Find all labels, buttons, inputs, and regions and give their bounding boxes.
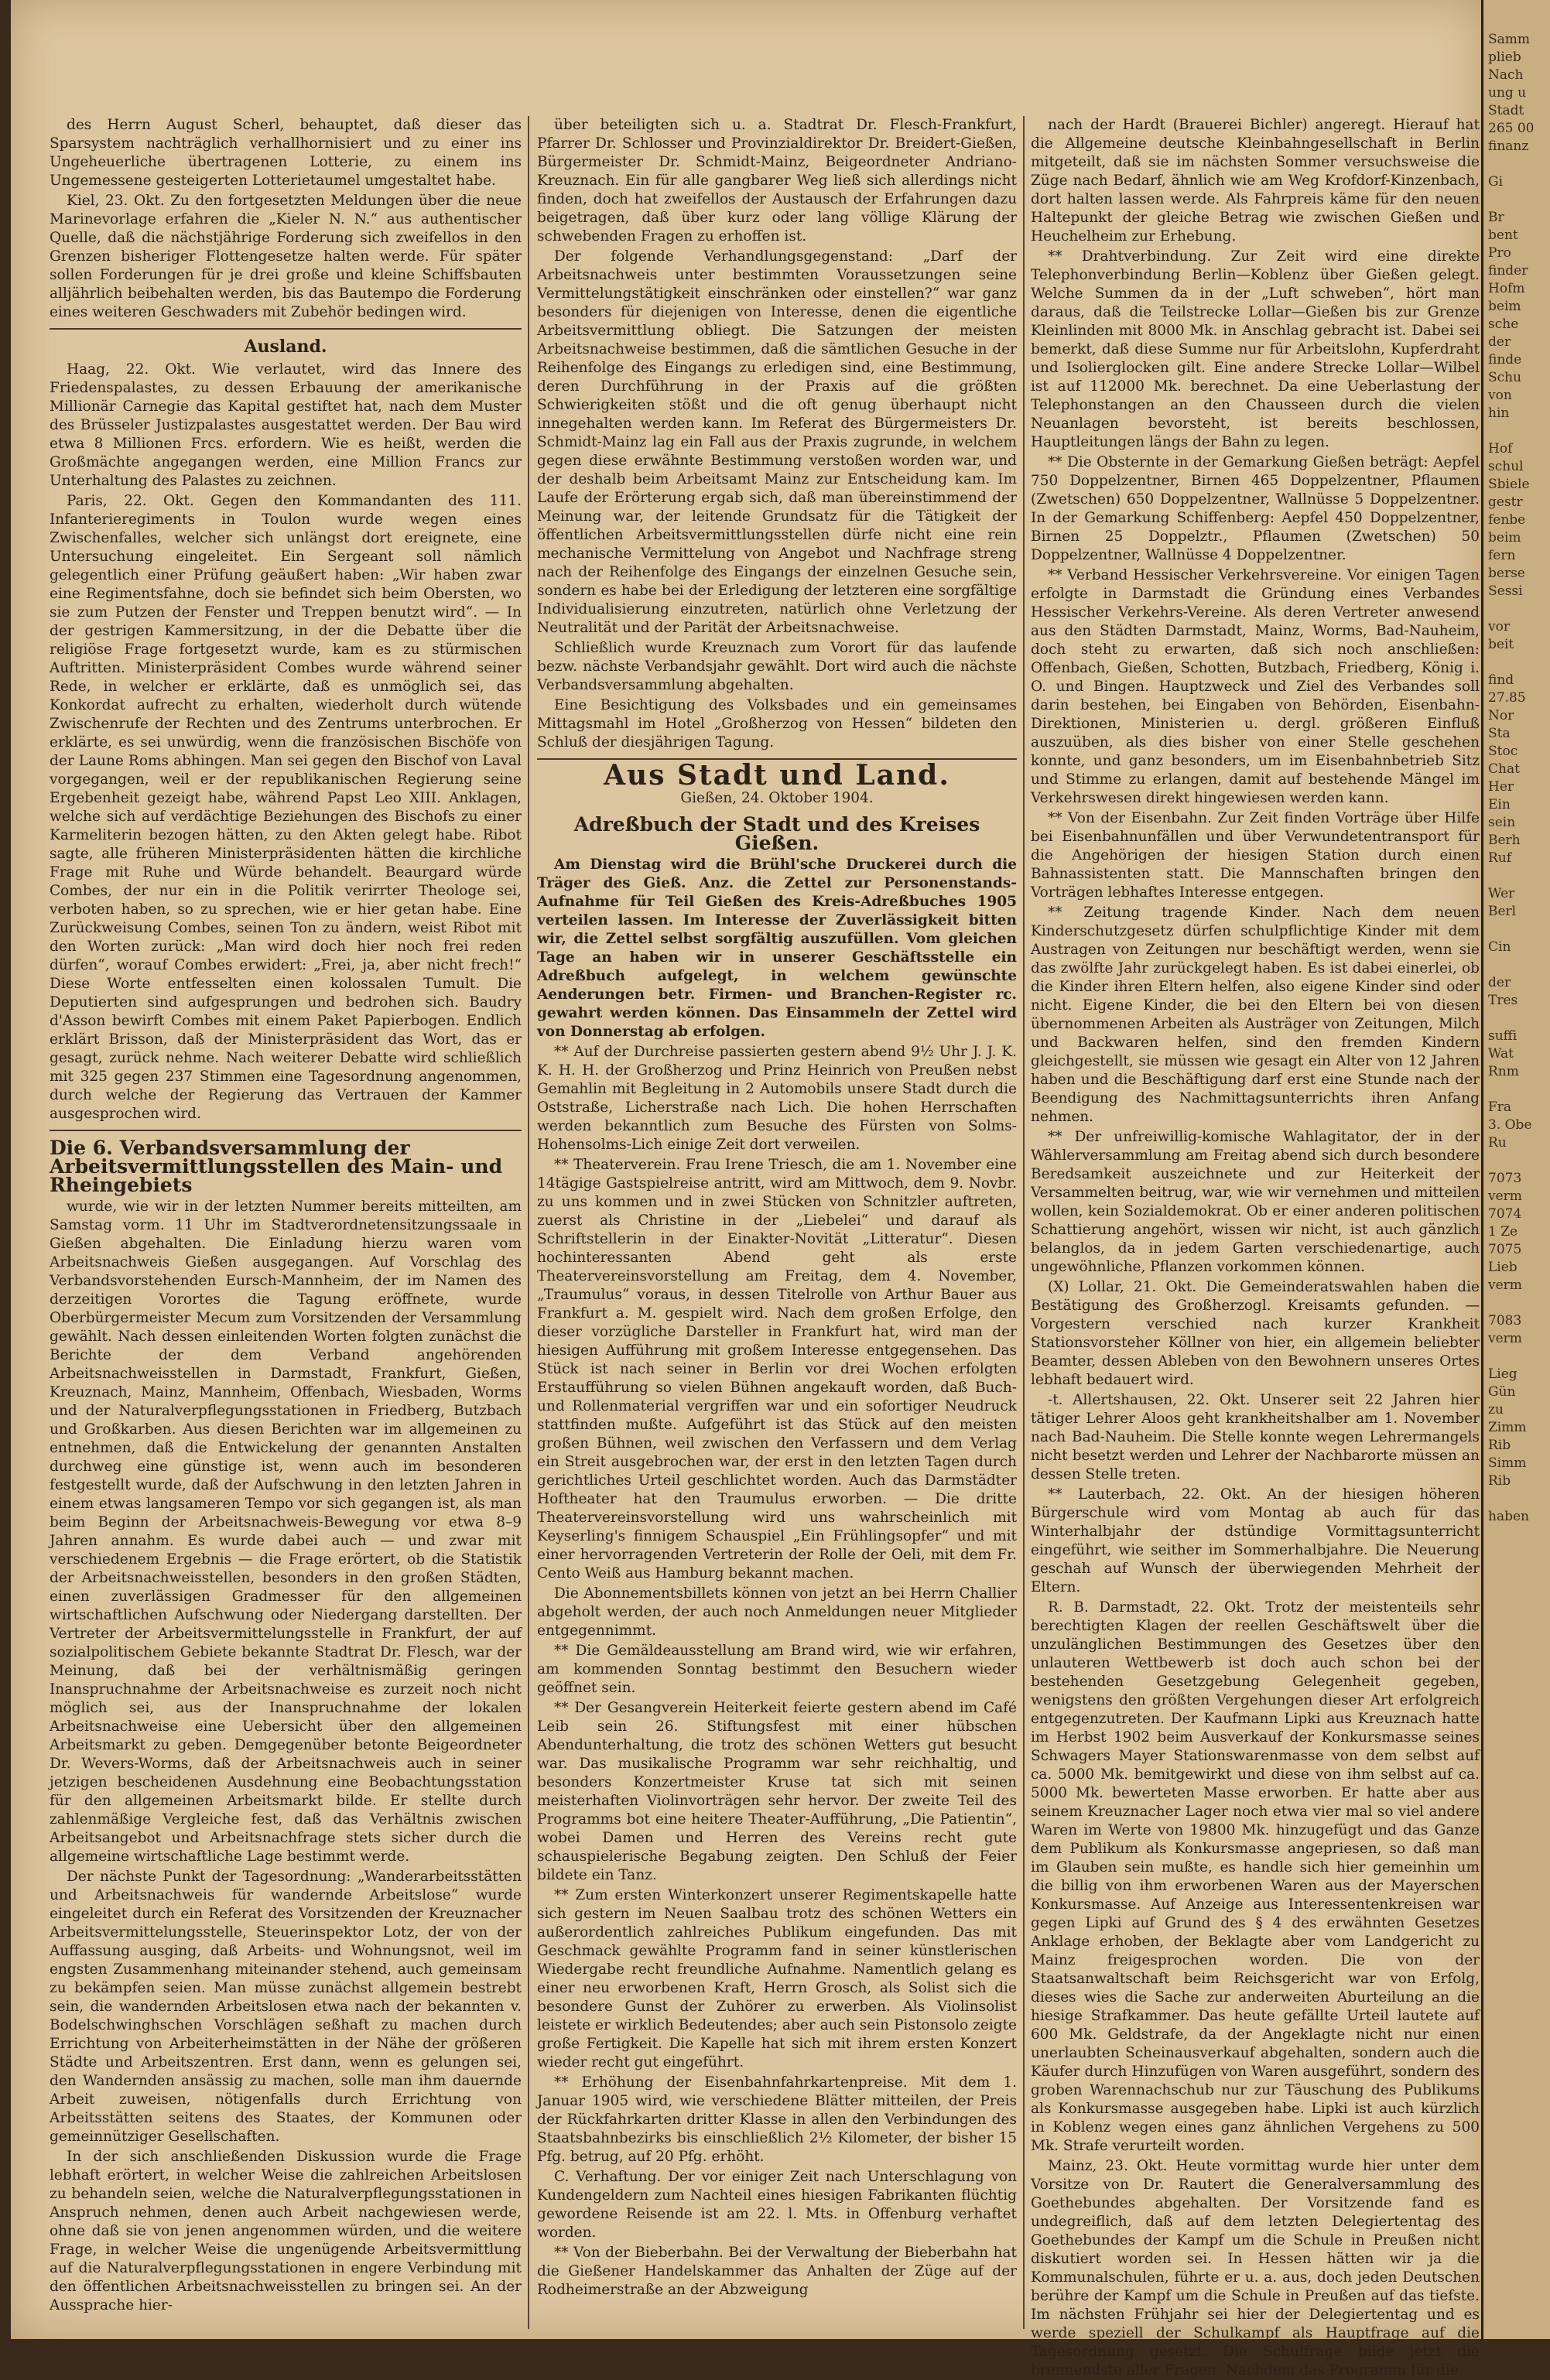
paragraph: ** Von der Eisenbahn. Zur Zeit finden Vorträge über Hilfe bei Eisenbahnunfällen und über Verwundetentransport für die Angehörigen der hiesigen Station durch einen Bahnassistenten statt. Die Mannschaften bringen den Vorträgen lebhaftes Interesse entgegen. bbox=[1031, 810, 1480, 901]
paragraph: Haag, 22. Okt. Wie verlautet, wird das Innere des Friedenspalastes, zu dessen Erbauung der amerikanische Millionär Carnegie das Kapital gestiftet hat, nach dem Muster des Brüsseler Justizpalastes ausgestattet werden. Der Bau wird etwa 8 Millionen Frcs. erfordern. Wie es heißt, werden die Großmächte angegangen werden, eine Million Francs zur Unterhaltung des Palastes zu zeichnen. bbox=[50, 361, 522, 489]
paragraph: In der sich anschließenden Diskussion wurde die Frage lebhaft erörtert, in welcher Weise die zahlreichen Arbeitslosen zu behandeln seien, welche die Naturalverpflegungsstationen in Anspruch nehmen, denen auch Arbeit nachgewiesen werde, ohne daß sie von jenen angenommen würden, und die weitere Frage, in welcher Weise die ungenügende Arbeitsvermittlung auf die Naturalverpflegungsstationen in engere Verbindung mit den öffentlichen Arbeitsnachweisstellen zu bringen sei. An der Aussprache hier- bbox=[50, 2149, 522, 2313]
section-rule bbox=[50, 328, 522, 330]
paragraph: Mainz, 23. Okt. Heute vormittag wurde hier unter dem Vorsitze von Dr. Rautert die Generalversammlung des Goethebundes abgehalten. Der Vorsitzende fand es undegreiflich, daß auf dem letzten Delegiertentag des Goethebundes der Kampf um die Schule in Preußen nicht diskutiert worden sei. In Hessen hätten wir ja die Kommunalschulen, führte er u. a. aus, doch jeden Deutschen berühre der Kampf um die Schule in Preußen auf das tiefste. Im nächsten Frühjahr sei hier der Delegiertentag und es werde speziell der Schulkampf als Hauptfrage auf die Tagesordnung gesetzt. Die Schulfrage bilde jetzt die brennendste aller Fragen. Nachdem das Programm für die bbox=[1031, 2158, 1480, 2378]
paragraph: ** Der unfreiwillig-komische Wahlagitator, der in der Wählerversammlung am Freitag abend sich durch besondere Beredsamkeit auszeichnete und zur Heiterkeit der Versammelten beitrug, war, wie wir vernehmen und mitteilen wollen, kein Sozialdemokrat. Ob er einer anderen politischen Schattierung angehört, wissen wir nicht, ist auch gänzlich belanglos, da in jedem Garten verschiedenartige, auch ungewöhnliche, Pflanzen vorkommen können. bbox=[1031, 1129, 1480, 1275]
notice-paragraph: Am Dienstag wird die Brühl'sche Druckerei durch die Träger des Gieß. Anz. die Zettel zur Personenstands-Aufnahme für Teil Gießen des Kreis-Adreßbuches 1905 verteilen lassen. Im Interesse der Zuverlässigkeit bitten wir, die Zettel selbst sorgfältig auszufüllen. Vom gleichen Tage an haben wir in unserer Geschäftsstelle ein Adreßbuch aufgelegt, in welchem gewünschte Aenderungen betr. Firmen- und Branchen-Register rc. gewahrt werden können. Das Einsammeln der Zettel wird von Donnerstag ab erfolgen. bbox=[537, 857, 1017, 1040]
dateline: Gießen, 24. Oktober 1904. bbox=[680, 790, 874, 806]
paragraph: ** Theaterverein. Frau Irene Triesch, die am 1. November eine 14tägige Gastspielreise antritt, wird am Mittwoch, dem 9. Novbr. zu uns kommen und in zwei Stücken von Schnitzler auftreten, zuerst als Christine in der „Liebelei“ und darauf als Schriftstellerin in der Einakter-Novität „Litteratur“. Diesen hochinteressanten Abend geht als erste Theatervereinsvorstellung am Freitag, dem 4. November, „Traumulus“ voraus, in dessen Titelrolle von Arthur Bauer aus Frankfurt a. M. gespielt wird. Nach dem großen Erfolge, den dieser vorzügliche Darsteller in Frankfurt hat, wird man der hiesigen Aufführung mit großem Interesse entgegensehen. Das Stück ist nach seiner in Berlin vor drei Wochen erfolgten Erstaufführung so vielen Bühnen angekauft worden, daß Buch- und Rollenmaterial vergriffen war und ein sofortiger Neudruck stattfinden mußte. Aufgeführt ist das Stück auf den meisten großen Bühnen, weil zwischen den Verfassern und dem Verlag ein Streit ausgebrochen war, der erst in den letzten Tagen durch gerichtliches Urteil geschlichtet worden. Auch das Darmstädter Hoftheater hat den Traumulus erworben. — Die dritte Theatervereinsvorstellung wird uns wahrscheinlich mit Keyserling's finnigem Schauspiel „Ein Frühlingsopfer“ und mit einer hervorragenden Vertreterin der Rolle der Oeli, mit dem Fr. Cento Weiß aus Hamburg bekannt machen. bbox=[537, 1157, 1017, 1582]
paragraph: ** Erhöhung der Eisenbahnfahrkartenpreise. Mit dem 1. Januar 1905 wird, wie verschiedene Blätter mitteilen, der Preis der Rückfahrkarten dritter Klasse in allen den Verbindungen des Staatsbahnbezirks bis einschließlich 2½ Kilometer, der bisher 15 Pfg. betrug, auf 20 Pfg. erhöht. bbox=[537, 2074, 1017, 2165]
paragraph: Der nächste Punkt der Tagesordnung: „Wanderarbeitsstätten und Arbeitsnachweis für wandernde Arbeitslose“ wurde eingeleitet durch ein Referat des Vorsitzenden der Kreuznacher Arbeitsvermittelungsstelle, Steuerinspektor Lotz, der von der Auffassung ausging, daß Arbeits- und Wohnungsnot, weil im engsten Zusammenhang miteinander stehend, auch gemeinsam zu bekämpfen seien. Man müsse zunächst allgemein bestrebt sein, die wandernden Arbeitslosen etwa nach der bekannten v. Bodelschwinghschen Vorschlägen seßhaft zu machen durch Errichtung von Arbeiterheimstätten in der Nähe der größeren Städte und Arbeitszentren. Erst dann, wenn es gelungen sei, den Wandernden ansässig zu machen, solle man ihm dauernde Arbeit zuweisen, nötigenfalls durch Errichtung von Arbeitsstätten seitens des Staates, der Kommunen oder gemeinnütziger Gesellschaften. bbox=[50, 1869, 522, 2145]
adjacent-page-edge bbox=[1481, 0, 1550, 2339]
paragraph: Schließlich wurde Kreuznach zum Vorort für das laufende bezw. nächste Verbandsjahr gewählt. Dort wird auch die nächste Verbandsversammlung abgehalten. bbox=[537, 640, 1017, 693]
paragraph: ** Zum ersten Winterkonzert unserer Regimentskapelle hatte sich gestern im Neuen Saalbau trotz des schönen Wetters ein außerordentlich zahlreiches Publikum eingefunden. Das mit Geschmack gewählte Programm fand in seiner künstlerischen Wiedergabe recht freundliche Aufnahme. Namentlich gelang es einer neu erworbenen Kraft, Herrn Grosch, als Solist sich die besondere Gunst der Zuhörer zu erwerben. Als Violinsolist leistete er wirklich Bedeutendes; aber auch sein Pistonsolo zeigte große Fertigkeit. Die Kapelle hat sich mit ihrem ersten Konzert wieder recht gut eingeführt. bbox=[537, 1887, 1017, 2071]
paragraph: ** Drahtverbindung. Zur Zeit wird eine direkte Telephonverbindung Berlin—Koblenz über Gießen gelegt. Welche Summen da in der „Luft schweben“, hört man daraus, daß die Teilstrecke Lollar—Gießen bis zur Grenze Kleinlinden mit 8000 Mk. in Anschlag gebracht ist. Dabei sei bemerkt, daß diese Summe nur für Arbeitslohn, Kupferdraht und Isolierglocken gilt. Eine andere Strecke Lollar—Wilbel ist auf 112000 Mk. berechnet. Da eine Ueberlastung der Telephonstangen an den Chausseen durch die vielen Neuanlagen bevorsteht, ist bereits beschlossen, Hauptleitungen längs der Bahn zu legen. bbox=[1031, 248, 1480, 450]
paragraph: über beteiligten sich u. a. Stadtrat Dr. Flesch-Frankfurt, Pfarrer Dr. Schlosser und Provinzialdirektor Dr. Breidert-Gießen, Bürgermeister Dr. Schmidt-Mainz, Beigeordneter Andriano-Kreuznach. Ein für alle gangbarer Weg ließ sich allerdings nicht finden, doch hat zweifellos der Austausch der Erfahrungen dazu beigetragen, daß über kurz oder lang völlige Klärung der schwebenden Fragen zu erhoffen ist. bbox=[537, 117, 1017, 244]
paragraph: nach der Hardt (Brauerei Bichler) angeregt. Hierauf hat die Allgemeine deutsche Kleinbahngesellschaft in Berlin mitgeteilt, daß sie im nächsten Sommer versuchsweise die Züge nach Bedarf, ähnlich wie am Weg Krofdorf-Kinzenbach, dort halten lassen werde. Als Fahrpreis käme für den neuen Haltepunkt der gleiche Betrag wie zwischen Gießen und Heuchelheim zur Erhebung. bbox=[1031, 117, 1480, 244]
column-3 bbox=[1031, 116, 1480, 2378]
paragraph: Eine Besichtigung des Volksbades und ein gemeinsames Mittagsmahl im Hotel „Großherzog von Hessen“ bildeten den Schluß der diesjährigen Tagung. bbox=[537, 697, 1017, 751]
paragraph: Paris, 22. Okt. Gegen den Kommandanten des 111. Infanterieregiments in Toulon wurde wegen eines Zwischenfalles, welcher sich unlängst dort ereignete, eine Untersuchung eingeleitet. Ein Sergeant soll nämlich gelegentlich einer Prüfung geäußert haben: „Wir haben zwar eine Regimentsfahne, doch sie befindet sich beim Obersten, wo sie zum Putzen der Fenster und Treppen benutzt wird“. — In der gestrigen Kammersitzung, in der die Debatte über die religiöse Frage fortgesetzt wurde, kam es zu stürmischen Auftritten. Ministerpräsident Combes wurde während seiner Rede, in welcher er erklärte, daß es unmöglich sei, das Konkordat aufrecht zu erhalten, wiederholt durch wütende Zwischenrufe der Rechten und des Zentrums unterbrochen. Er erklärte, es sei unwürdig, wenn die französischen Bischöfe von der Laune Roms abhingen. Man sei gegen den Bischof von Laval vorgegangen, weil er der republikanischen Regierung seine Ergebenheit gezeigt habe, während Papst Leo XIII. Anklagen, welche sich auf verdächtige Beziehungen des Bischofs zu einer Karmeliterin bezogen hätten, zu den Akten gelegt habe. Ribot sagte, alle früheren Ministerpräsidenten hätten die kirchliche Frage mit Ruhe und Würde behandelt. Beaurgard würde Combes, der nur ein in die Politik verirrter Theologe sei, verboten haben, so zu sprechen, wie er hier getan habe. Eine Zurückweisung Combes, seinen Ton zu ändern, weist Ribot mit den Worten zurück: „Man wird doch hier noch frei reden dürfen“, worauf Combes erwidert: „Frei, ja, aber nicht frech!“ Diese Worte entfesselten einen kolossalen Tumult. Die Deputierten sind aufgesprungen und bedrohen sich. Baudry d'Asson bewirft Combes mit einem Paket Papierbogen. Endlich erklärt Brisson, daß der Ministerpräsident das Wort, das er gesagt, zurück nehme. Nach weiterer Debatte wird schließlich mit 325 gegen 237 Stimmen eine Tagesordnung angenommen, durch welche der Regierung das Vertrauen der Kammer ausgesprochen wird. bbox=[50, 493, 522, 1122]
paragraph: -t. Allertshausen, 22. Okt. Unserer seit 22 Jahren hier tätiger Lehrer Aloos geht krankheitshalber am 1. November nach Bad-Nauheim. Die Stelle konnte wegen Lehrermangels nicht besetzt werden und Lehrer der Nachbarorte müssen an dessen Stelle treten. bbox=[1031, 1392, 1480, 1482]
paragraph: wurde, wie wir in der letzten Nummer bereits mitteilten, am Samstag vorm. 11 Uhr im Stadtverordnetensitzungssaale in Gießen abgehalten. Die Einladung hierzu waren vom Arbeitsnachweis Gießen ausgegangen. Auf Vorschlag des Verbandsvorstehenden Eursch-Mannheim, der im Namen des derzeitigen Vorortes die Tagung eröffnete, wurde Oberbürgermeister Mecum zum Vorsitzenden der Versammlung gewählt. Nach dessen einleitenden Worten folgten zunächst die Berichte der dem Verband angehörenden Arbeitsnachweisstellen in Darmstadt, Frankfurt, Gießen, Kreuznach, Mainz, Mannheim, Offenbach, Wiesbaden, Worms und der Naturalverpflegungsstationen in Friedberg, Butzbach und Großkarben. Aus diesen Berichten war im allgemeinen zu entnehmen, daß die Entwickelung der genannten Anstalten durchweg eine günstige ist, wenn auch im besonderen festgestellt wurde, daß der Aufschwung in den letzten Jahren in einem etwas langsameren Tempo vor sich gegangen ist, als man beim Beginn der Arbeitsnachweis-Bewegung vor etwa 8–9 Jahren annahm. Es wurde dabei auch — und zwar mit verschiedenem Ergebnis — die Frage erörtert, ob die Statistik der Arbeitsnachweisstellen, besonders in den großen Städten, einen zuverlässigen Gradmesser für den allgemeinen wirtschaftlichen Aufschwung oder Niedergang darstellten. Der Vertreter der Arbeitsvermittelungsstelle in Frankfurt, der auf sozialpolitischem Gebiete bekannte Stadtrat Dr. Flesch, war der Meinung, daß bei der verhältnismäßig geringen Inanspruchnahme der Arbeitsnachweise es zurzeit noch nicht möglich sei, aus der Inanspruchnahme der lokalen Arbeitsnachweise eine Uebersicht über den allgemeinen Arbeitsmarkt zu geben. Demgegenüber betonte Beigeordneter Dr. Wevers-Worms, daß der Arbeitsnachweis auch in seiner jetzigen bescheidenen Ausdehnung eine Beobachtungsstation für den allgemeinen Arbeitsmarkt bilde. Er stellte durch zahlenmäßige Vergleiche fest, daß das Verhältnis zwischen Arbeitsangebot und Arbeitsnachfrage stets sicher durch die allgemeine wirtschaftliche Lage bestimmt werde. bbox=[50, 1199, 522, 1865]
paragraph: ** Auf der Durchreise passierten gestern abend 9½ Uhr J. J. K. K. H. H. der Großherzog und Prinz Heinrich von Preußen nebst Gemahlin mit Begleitung in 2 Automobils unsere Stadt durch die Oststraße, Licherstraße nach Lich. Die hohen Herrschaften werden bekanntlich zum Besuche des Fürsten von Solms-Hohensolms-Lich einige Zeit dort verweilen. bbox=[537, 1044, 1017, 1153]
paragraph: Der folgende Verhandlungsgegenstand: „Darf der Arbeitsnachweis unter bestimmten Voraussetzungen seine Vermittelungstätigkeit einschränken oder einstellen?“ war ganz besonders für diejenigen von Interesse, denen die eigentliche Arbeitsvermittlung obliegt. Die Satzungen der meisten Arbeitsnachweise bestimmen, daß die sämtlichen Gesuche in der Reihenfolge des Eingangs zu erledigen sind, eine Bestimmung, deren Durchführung in der Praxis auf die größten Schwierigkeiten stößt und die oft genug überhaupt nicht innegehalten werden kann. Im Referat des Bürgermeisters Dr. Schmidt-Mainz lag ein Fall aus der Praxis zugrunde, in welchem gegen diese erwähnte Bestimmung verstoßen worden war, und der deshalb beim Arbeitsamt Mainz zur Entscheidung kam. Im Laufe der Erörterung ergab sich, daß man übereinstimmend der Meinung war, der leitende Grundsatz für die Tätigkeit der öffentlichen Arbeitsvermittlungsstellen dürfe nicht eine rein mechanische Vermittelung von Angebot und Nachfrage streng nach der Reihenfolge des Eingangs der einzelnen Gesuche sein, sondern es habe bei der Erledigung der letzteren eine sorgfältige Individualisierung einzutreten, natürlich ohne Verletzung der Neutralität und der Parität der Arbeitsnachweise. bbox=[537, 248, 1017, 636]
column-1 bbox=[50, 116, 522, 2329]
paragraph: ** Zeitung tragende Kinder. Nach dem neuen Kinderschutzgesetz dürfen schulpflichtige Kinder mit dem Austragen von Zeitungen nur beschäftigt werden, wenn sie das zwölfte Jahr zurückgelegt haben. Es ist dabei einerlei, ob die Kinder ihren Eltern helfen, also eigene Kinder sind oder nicht. Eigene Kinder, die bei den Eltern bei von diesen übernommenen Arbeiten als Austräger von Zeitungen, Milch und Backwaren helfen, sind den fremden Kindern gleichgestellt, sie müssen wie gesagt ein Alter von 12 Jahren haben und die Beschäftigung darf erst eine Stunde nach der Beendigung des Nachmittagsunterrichts ihren Anfang nehmen. bbox=[1031, 904, 1480, 1125]
paragraph: ** Von der Bieberbahn. Bei der Verwaltung der Bieberbahn hat die Gießener Handelskammer das Anhalten der Züge auf der Rodheimerstraße an der Abzweigung bbox=[537, 2245, 1017, 2298]
column-divider bbox=[1023, 116, 1025, 2329]
paragraph: ** Der Gesangverein Heiterkeit feierte gestern abend im Café Leib sein 26. Stiftungsfest mit einer hübschen Abendunterhaltung, die trotz des schönen Wetters gut besucht war. Das musikalische Programm war sehr reichhaltig, und besonders Konzertmeister Kruse tat sich mit seinen meisterhaften Violinvorträgen sehr hervor. Der zweite Teil des Programms bot eine heitere Theater-Aufführung, „Die Patientin“, wobei Damen und Herren des Vereins recht gute schauspielerische Begabung zeigten. Den Schluß der Feier bildete ein Tanz. bbox=[537, 1700, 1017, 1883]
adjacent-page-fragment: Samm plieb Nach ung u Stadt 265 00 finanz Gi Br bent Pro finder Hofm beim sche der finde Schu von hin Hof schul Sbiele gestr fenbe beim fern berse Sessi vor beit find 27.85 Nor Sta Stoc Chat Her Ein sein Berh Ruf Wer Berl Cin der Tres suffi Wat Rnm Fra 3. Obe Ru 7073 verm 7074 1 Ze 7075 Lieb verm 7083 verm Lieg Gün zu Zimm Rib Simm Rib haben bbox=[1488, 32, 1535, 1524]
paragraph: Kiel, 23. Okt. Zu den fortgesetzten Meldungen über die neue Marinevorlage erfahren die „Kieler N. N.“ aus authentischer Quelle, daß die nächstjährige Forderung sich zweifellos in den Grenzen bisheriger Flottengesetze halten werde. Für später sollen Forderungen für je drei große und kleine Schiffsbauten alljährlich beibehalten werden, bis das Bautempo die Forderung eines weiteren Geschwaders mit Zubehör bedingen wird. bbox=[50, 193, 522, 320]
heading-adressbuch: Adreßbuch der Stadt und des Kreises Gießen. bbox=[573, 813, 980, 854]
paragraph: ** Lauterbach, 22. Okt. An der hiesigen höheren Bürgerschule wird vom Montag ab auch für das Winterhalbjahr der dstündige Vormittagsunterricht eingeführt, wie seither im Sommerhalbjahre. Die Neuerung geschah auf Wunsch der überwiegenden Mehrheit der Eltern. bbox=[1031, 1486, 1480, 1595]
paragraph: (X) Lollar, 21. Okt. Die Gemeinderatswahlen haben die Bestätigung des Großherzogl. Kreisamts gefunden. — Vorgestern verschied nach kurzer Krankheit Stationsvorsteher Köllner von hier, ein allgemein beliebter Beamter, dessen Ableben von den Bewohnern unseres Ortes lebhaft bedauert wird. bbox=[1031, 1279, 1480, 1388]
section-rule bbox=[50, 1130, 522, 1131]
paragraph: ** Verband Hessischer Verkehrsvereine. Vor einigen Tagen erfolgte in Darmstadt die Gründung eines Verbandes Hessischer Verkehrs-Vereine. Als deren Vertreter anwesend aus den Städten Darmstadt, Mainz, Worms, Bad-Nauheim, doch steht zu erwarten, daß sich noch anschließen: Offenbach, Gießen, Schotten, Butzbach, Friedberg, König i. O. und Bingen. Hauptzweck und Ziel des Verbandes soll darin bestehen, bei Eingaben von Behörden, Eisenbahn-Direktionen, Ministerien u. dergl. größeren Einfluß auszuüben, als dies bisher von einer Stelle geschehen konnte, und ganz besonders, um im Eisenbahnbetrieb Sitz und Stimme zu erlangen, damit auf bestehende Mängel im Verkehrswesen direkt hingewiesen werden kann. bbox=[1031, 567, 1480, 806]
heading-verbandsversammlung: Die 6. Verbandsversammlung der Arbeitsvermittlungsstellen des Main- und Rheingebiets bbox=[50, 1137, 503, 1196]
newspaper-page bbox=[11, 0, 1481, 2378]
paragraph: Die Abonnementsbillets können von jetzt an bei Herrn Challier abgeholt werden, der auch noch Anmeldungen neuer Mitglieder entgegennimmt. bbox=[537, 1585, 1017, 1639]
paragraph: des Herrn August Scherl, behauptet, daß dieser das Sparsystem nachträglich verhallhornisiert und zu einer ins Ungeheuerliche übertragenen Lotterie, zu einem ins Ungemessene gesteigerten Lotterietaumel umgestaltet habe. bbox=[50, 117, 522, 189]
section-title: Aus Stadt und Land. bbox=[604, 759, 950, 792]
paragraph: ** Die Gemäldeausstellung am Brand wird, wie wir erfahren, am kommenden Sonntag bestimmt den Besuchern wieder geöffnet sein. bbox=[537, 1643, 1017, 1696]
paragraph: ** Die Obsternte in der Gemarkung Gießen beträgt: Aepfel 750 Doppelzentner, Birnen 465 Doppelzentner, Pflaumen (Zwetschen) 650 Doppelzentner, Wallnüsse 5 Doppelzentner. In der Gemarkung Schiffenberg: Aepfel 450 Doppelzentner, Birnen 25 Doppelztr., Pflaumen (Zwetschen) 50 Doppelzentner, Wallnüsse 4 Doppelzentner. bbox=[1031, 454, 1480, 563]
heading-ausland: Ausland. bbox=[244, 337, 327, 357]
column-divider bbox=[528, 116, 529, 2329]
column-2 bbox=[537, 116, 1017, 2329]
paragraph: R. B. Darmstadt, 22. Okt. Trotz der meistenteils sehr berechtigten Klagen der reellen Geschäftswelt über die unzulänglichen Bestimmungen des Gesetzes über den unlauteren Wettbewerb ist doch auch schon bei der bestehenden Gesetzgebung Gelegenheit gegeben, wenigstens den größten Vergehungen dieser Art erfolgreich entgegenzutreten. Der Kaufmann Lipki aus Kreuznach hatte im Herbst 1902 beim Ausverkauf der Konkursmasse seines Schwagers Mayer Stationswarenmasse von dem selbst auf ca. 5000 Mk. bemitgewirkt und diese von ihm selbst auf ca. 5000 Mk. bewerteten Masse erworben. Er hatte aber aus seinem Kreuznacher Lager noch etwa vier mal so viel andere Waren im Werte von 19800 Mk. hinzugefügt und das Ganze dem Publikum als Konkursmasse angepriesen, so daß man im Glauben sein mußte, es handle sich hier gemeinhin um die billig von ihm erworbenen Waren aus der Mayerschen Konkursmasse. Auf Anzeige aus Interessentenkreisen war gegen Lipki auf Grund des § 4 des erwähnten Gesetzes Anklage erhoben, der Beklagte aber vom Landgericht zu Mainz freigesprochen worden. Die von der Staatsanwaltschaft beim Reichsgericht war von Erfolg, dieses wies die Sache zur anderweiten Aburteilung an die hiesige Strafkammer. Das heute gefällte Urteil lautete auf 600 Mk. Geldstrafe, da der Angeklagte nicht nur einen unerlaubten Scheinausverkauf abgehalten, sondern auch die Käufer durch Hinzufügen von Waren ausgeführt, sondern des groben Warennachschub nur zur Täuschung des Publikums als Konkursmasse ausgegeben habe. Lipki ist auch kürzlich in Koblenz wegen eines ganz ähnlichen Vergehens zu 500 Mk. Strafe verurteilt worden. bbox=[1031, 1599, 1480, 2154]
paragraph: C. Verhaftung. Der vor einiger Zeit nach Unterschlagung von Kundengeldern zum Nachteil eines hiesigen Fabrikanten flüchtig gewordene Reisende ist am 22. l. Mts. in Offenburg verhaftet worden. bbox=[537, 2169, 1017, 2241]
